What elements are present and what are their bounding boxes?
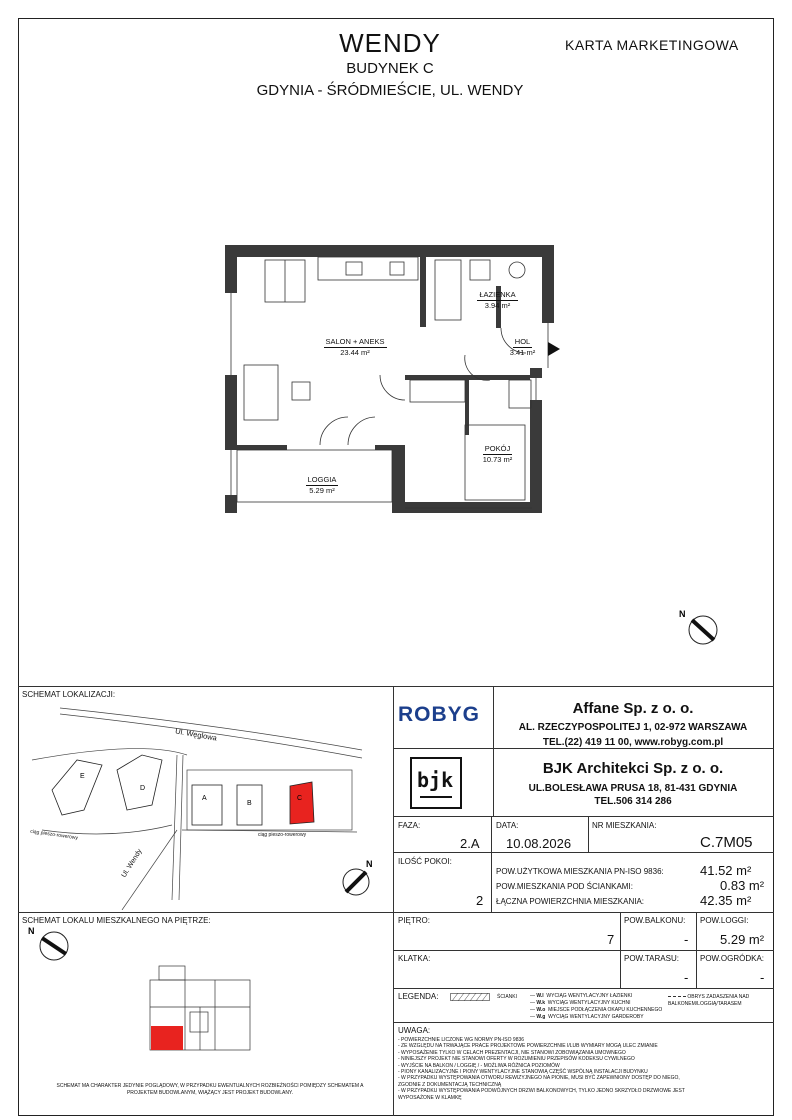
street-label-weglowa: Ul. Węglowa bbox=[174, 726, 218, 743]
room-label-lazienka: ŁAZIENKA 3.94 m² bbox=[479, 290, 516, 310]
taras-value: - bbox=[684, 970, 689, 985]
note-line: - POWIERZCHNIE LICZONE WG NORMY PN-ISO 9836 bbox=[398, 1037, 525, 1043]
pietro-label: PIĘTRO: bbox=[398, 916, 431, 925]
pokoje-value: 2 bbox=[476, 893, 484, 908]
floor-scheme-plan bbox=[145, 962, 255, 1057]
note-line: - ZE WZGLĘDU NA TRWAJĄCE PRACE PROJEKTOWE POWIERZCHNIE I/LUB WYMIARY MOGĄ ULEC ZMIANIE bbox=[398, 1043, 658, 1050]
bjk-logo-text: bjk bbox=[417, 768, 454, 792]
loggia-label: POW.LOGGI: bbox=[700, 916, 749, 925]
notes-title: UWAGA: bbox=[398, 1026, 431, 1035]
legend-vents bbox=[530, 993, 662, 1021]
note-line: - W PRZYPADKU WYSTĘPOWANIA OTWORU REWIZYJNEGO NA PIONIE, MUSI BYĆ ZAPEWNIONY DOSTĘP DO NIEGO, ZGODNIE Z DOKUMENTACJĄ TECHNICZNĄ bbox=[398, 1075, 680, 1088]
divider-row-5 bbox=[393, 1022, 774, 1023]
architect-name: BJK Architekci Sp. z o. o. bbox=[542, 760, 724, 777]
svg-text:N: N bbox=[679, 609, 686, 619]
legend-wg-row: — W.g WYCIĄG WENTYLACYJNY GARDEROBY bbox=[530, 1014, 644, 1020]
map-label-D: D bbox=[140, 785, 146, 792]
note-line: - NINIEJSZY PROJEKT NIE STANOWI OFERTY W ROZUMIENIU PRZEPISÓW KODEKSU CYWILNEGO bbox=[398, 1056, 635, 1063]
nr-value: C.7M05 bbox=[700, 834, 753, 851]
loggia-value: 5.29 m² bbox=[720, 932, 765, 947]
pow-sciankami-value: 0.83 m² bbox=[720, 878, 765, 893]
developer-address: AL. RZECZYPOSPOLITEJ 1, 02-972 WARSZAWA bbox=[518, 722, 748, 733]
room-label-pokoj: POKÓJ 10.73 m² bbox=[482, 444, 513, 464]
architect-contact: TEL.506 314 286 bbox=[594, 796, 672, 807]
developer-name: Affane Sp. z o. o. bbox=[572, 700, 694, 717]
divider-details-top bbox=[393, 816, 774, 817]
card-type: KARTA MARKETINGOWA bbox=[565, 37, 739, 53]
taras-label: POW.TARASU: bbox=[624, 954, 679, 963]
divider-col-c bbox=[620, 912, 621, 988]
map-label-C: C bbox=[297, 795, 303, 802]
note-line: - W PRZYPADKU WYSTĘPOWANIA PODWÓJNYCH DRZWI BALKONOWYCH, TYLKO JEDNO SKRZYDŁO DRZWIOWE JEST WYPOSAŻONE W KLAMKĘ bbox=[398, 1088, 685, 1101]
nr-label: NR MIESZKANIA: bbox=[592, 821, 657, 830]
divider-row-3 bbox=[393, 950, 774, 951]
legend-obrys: OBRYS ZADASZENIA NAD BALKONEM/LOGGIĄ/TARASEM bbox=[668, 994, 750, 1007]
data-value: 10.08.2026 bbox=[506, 836, 572, 851]
north-arrow-icon-small bbox=[336, 856, 380, 900]
architect-address: UL.BOLESŁAWA PRUSA 18, 81-431 GDYNIA bbox=[528, 783, 738, 794]
svg-text:N: N bbox=[28, 926, 35, 936]
pow-laczna-value: 42.35 m² bbox=[700, 893, 752, 908]
legend-wall-hatch-icon bbox=[450, 993, 490, 1001]
building-name: BUDYNEK C bbox=[346, 60, 434, 77]
page-frame bbox=[18, 18, 774, 1116]
pow-uzytkowa-value: 41.52 m² bbox=[700, 863, 752, 878]
note-line: - WYJŚCIE NA BALKON / LOGGIĘ / - MOŻLIWA RÓŻNICA POZIOMÓW bbox=[398, 1062, 560, 1069]
map-label-B: B bbox=[247, 800, 252, 807]
faza-value: 2.A bbox=[460, 836, 480, 851]
divider-col-b bbox=[588, 816, 589, 852]
divider-companies bbox=[393, 748, 774, 749]
floor-plan bbox=[220, 240, 560, 525]
divider-row-2 bbox=[393, 912, 774, 913]
balkon-value: - bbox=[684, 932, 689, 947]
notes-list bbox=[398, 1037, 698, 1101]
divider-col-a bbox=[491, 816, 492, 912]
path-label-2: ciąg pieszo-rowerowy bbox=[258, 832, 307, 838]
developer-contact: TEL.(22) 419 11 00, www.robyg.com.pl bbox=[542, 737, 724, 748]
pow-laczna-label: ŁĄCZNA POWIERZCHNIA MIESZKANIA: bbox=[496, 897, 645, 906]
robyg-logo: ROBYG bbox=[398, 703, 481, 726]
project-title: WENDY bbox=[339, 28, 441, 58]
location-scheme-title: SCHEMAT LOKALIZACJI: bbox=[22, 690, 116, 699]
floor-scheme-disclaimer: SCHEMAT MA CHARAKTER JEDYNIE POGLĄDOWY, W PRZYPADKU EWENTUALNYCH ROZBIEŻNOŚCI POMIĘDZY SCHEMATEM A PROJEKTEM BUDOWLANYM, WIĄŻĄCY JEST PROJEKT BUDOWLANY. bbox=[56, 1083, 364, 1096]
divider-bottom-panel bbox=[18, 686, 774, 687]
legend-wl-row: — W.l WYCIĄG WENTYLACYJNY ŁAZIENKI bbox=[530, 993, 633, 999]
divider-vertical bbox=[393, 686, 394, 1116]
divider-row-1 bbox=[393, 852, 774, 853]
room-label-salon: SALON + ANEKS 23.44 m² bbox=[325, 337, 385, 357]
balkon-label: POW.BALKONU: bbox=[624, 916, 686, 925]
legend-wk-row: — W.k WYCIĄG WENTYLACYJNY KUCHNI bbox=[530, 1000, 631, 1006]
map-label-A: A bbox=[202, 795, 207, 802]
street-label-wendy: Ul. Wendy bbox=[120, 848, 144, 879]
path-label-1: ciąg pieszo-rowerowy bbox=[29, 828, 79, 842]
pietro-value: 7 bbox=[607, 932, 615, 947]
note-line: - WYPOSAŻENIE TYLKO W CELACH PREZENTACJI, NIE STANOWI ZOBOWIĄZANIA UMOWNEGO bbox=[398, 1049, 626, 1056]
legend-walls: ŚCIANKI bbox=[497, 994, 518, 1000]
pow-uzytkowa-label: POW.UŻYTKOWA MIESZKANIA PN-ISO 9836: bbox=[496, 867, 664, 876]
room-label-loggia: LOGGIA 5.29 m² bbox=[307, 475, 337, 495]
data-label: DATA: bbox=[496, 821, 519, 830]
room-label-hol: HOL 3.41 m² bbox=[509, 337, 536, 357]
divider-col-d bbox=[696, 912, 697, 988]
note-line: - PIONY KANALIZACYJNE I PIONY WENTYLACYJNE STANOWIĄ CZĘŚĆ WSPÓLNĄ INSTALACJI BUDYNKU bbox=[398, 1069, 648, 1076]
faza-label: FAZA: bbox=[398, 821, 421, 830]
floor-scheme-title: SCHEMAT LOKALU MIESZKALNEGO NA PIĘTRZE: bbox=[22, 916, 211, 925]
pow-sciankami-label: POW.MIESZKANIA POD ŚCIANKAMI: bbox=[496, 882, 633, 891]
map-label-E: E bbox=[80, 773, 85, 780]
legend-wo-row: — W.o MIEJSCE PODŁĄCZENIA OKAPU KUCHENNEGO bbox=[530, 1007, 663, 1013]
bjk-logo bbox=[410, 757, 462, 809]
project-location: GDYNIA - ŚRÓDMIEŚCIE, UL. WENDY bbox=[256, 82, 524, 99]
klatka-label: KLATKA: bbox=[398, 954, 431, 963]
north-arrow-icon-floor bbox=[26, 922, 74, 970]
ogrodek-label: POW.OGRÓDKA: bbox=[700, 954, 765, 963]
divider-schemes bbox=[18, 912, 393, 913]
north-arrow-icon bbox=[676, 604, 722, 650]
divider-logo-col bbox=[493, 686, 494, 816]
legend-title: LEGENDA: bbox=[398, 992, 439, 1001]
svg-text:N: N bbox=[366, 859, 373, 869]
divider-row-4 bbox=[393, 988, 774, 989]
pokoje-label: ILOŚĆ POKOI: bbox=[398, 857, 452, 866]
ogrodek-value: - bbox=[760, 970, 765, 985]
